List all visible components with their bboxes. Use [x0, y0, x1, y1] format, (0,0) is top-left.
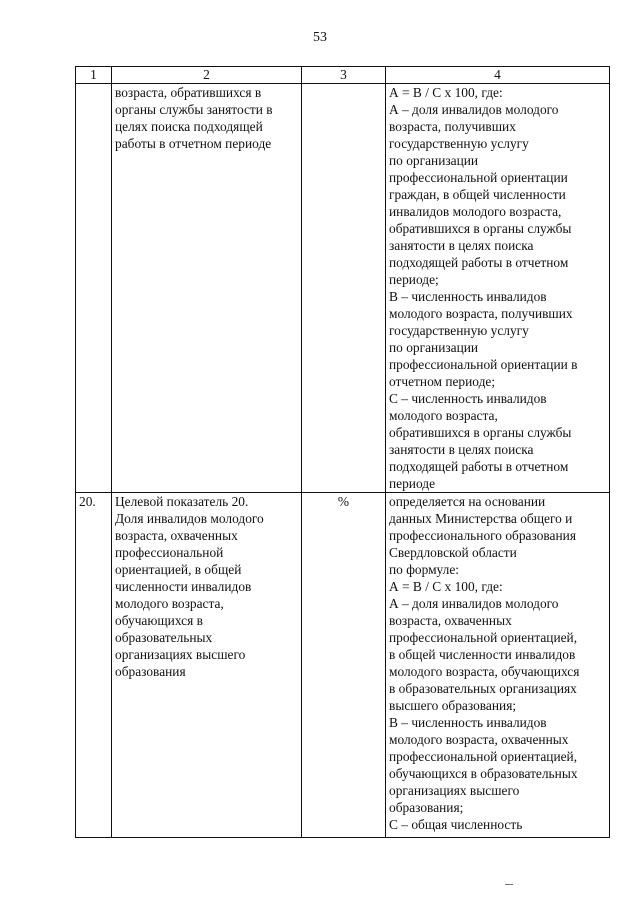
indicator-line: обучающихся в: [115, 613, 203, 628]
method-line: обучающихся в образовательных: [389, 766, 578, 781]
method-line: государственную услугу: [389, 323, 529, 338]
indicator-line: Доля инвалидов молодого: [115, 511, 264, 526]
method-line: молодого возраста, получивших: [389, 306, 573, 321]
method-line: данных Министерства общего и: [389, 511, 573, 526]
method-line: образования;: [389, 800, 464, 815]
method-line: молодого возраста, охваченных: [389, 732, 569, 747]
page-number: 53: [313, 30, 327, 45]
method-line: профессионального образования: [389, 528, 576, 543]
method-line: определяется на основании: [389, 494, 546, 509]
method-line: по формуле:: [389, 562, 459, 577]
method-line: А – доля инвалидов молодого: [389, 102, 559, 117]
method-line: профессиональной ориентации в: [389, 357, 578, 372]
method-line: по организации: [389, 153, 479, 168]
method-line: высшего образования;: [389, 698, 517, 713]
method-line: инвалидов молодого возраста,: [389, 204, 562, 219]
row-number: 20.: [76, 493, 112, 838]
row-number: [76, 84, 112, 493]
method-line: возраста, получивших: [389, 119, 516, 134]
method-line: А – доля инвалидов молодого: [389, 596, 559, 611]
method-line: занятости в целях поиска: [389, 442, 534, 457]
method-line: подходящей работы в отчетном: [389, 255, 569, 270]
indicator-cell: [112, 84, 302, 493]
method-cell: [386, 493, 610, 838]
indicator-line: ориентацией, в общей: [115, 562, 242, 577]
method-line: С – численность инвалидов: [389, 391, 547, 406]
method-line: молодого возраста, обучающихся: [389, 664, 580, 679]
indicator-line: возраста, охваченных: [115, 528, 238, 543]
indicator-line: организациях высшего: [115, 647, 246, 662]
scan-mark: [505, 884, 513, 885]
method-line: А = В / С х 100, где:: [389, 579, 503, 594]
method-line: периоде;: [389, 272, 439, 287]
method-line: периоде: [389, 476, 436, 491]
method-line: возраста, охваченных: [389, 613, 512, 628]
method-line: А = В / С х 100, где:: [389, 85, 503, 100]
indicator-table: [75, 66, 610, 838]
indicator-line: образовательных: [115, 630, 213, 645]
indicator-line: возраста, обратившихся в: [115, 85, 262, 100]
column-header-2: 2: [112, 67, 302, 84]
indicator-line: образования: [115, 664, 186, 679]
indicator-cell: [112, 493, 302, 838]
indicator-line: молодого возраста,: [115, 596, 224, 611]
unit-cell: %: [302, 493, 386, 838]
method-line: в общей численности инвалидов: [389, 647, 576, 662]
indicator-line: профессиональной: [115, 545, 224, 560]
indicator-line: органы службы занятости в: [115, 102, 273, 117]
method-line: С – общая численность: [389, 817, 523, 832]
method-line: В – численность инвалидов: [389, 289, 547, 304]
method-line: отчетном периоде;: [389, 374, 496, 389]
method-line: обратившихся в органы службы: [389, 221, 572, 236]
method-line: подходящей работы в отчетном: [389, 459, 569, 474]
method-line: по организации: [389, 340, 479, 355]
method-line: молодого возраста,: [389, 408, 498, 423]
indicator-line: целях поиска подходящей: [115, 119, 263, 134]
method-line: граждан, в общей численности: [389, 187, 566, 202]
column-header-4: 4: [386, 67, 610, 84]
method-line: Свердловской области: [389, 545, 517, 560]
method-line: организациях высшего: [389, 783, 520, 798]
method-line: профессиональной ориентации: [389, 170, 568, 185]
indicator-line: работы в отчетном периоде: [115, 136, 272, 151]
method-line: занятости в целях поиска: [389, 238, 534, 253]
indicator-line: Целевой показатель 20.: [115, 494, 249, 509]
method-line: обратившихся в органы службы: [389, 425, 572, 440]
method-line: профессиональной ориентацией,: [389, 630, 578, 645]
column-header-1: 1: [76, 67, 112, 84]
table-row: [76, 493, 610, 838]
method-line: В – численность инвалидов: [389, 715, 547, 730]
method-line: государственную услугу: [389, 136, 529, 151]
method-cell: [386, 84, 610, 493]
column-header-3: 3: [302, 67, 386, 84]
method-line: в образовательных организациях: [389, 681, 577, 696]
table-header-row: [76, 67, 610, 84]
method-line: профессиональной ориентацией,: [389, 749, 578, 764]
indicator-line: численности инвалидов: [115, 579, 252, 594]
unit-cell: [302, 84, 386, 493]
table-row: [76, 84, 610, 493]
